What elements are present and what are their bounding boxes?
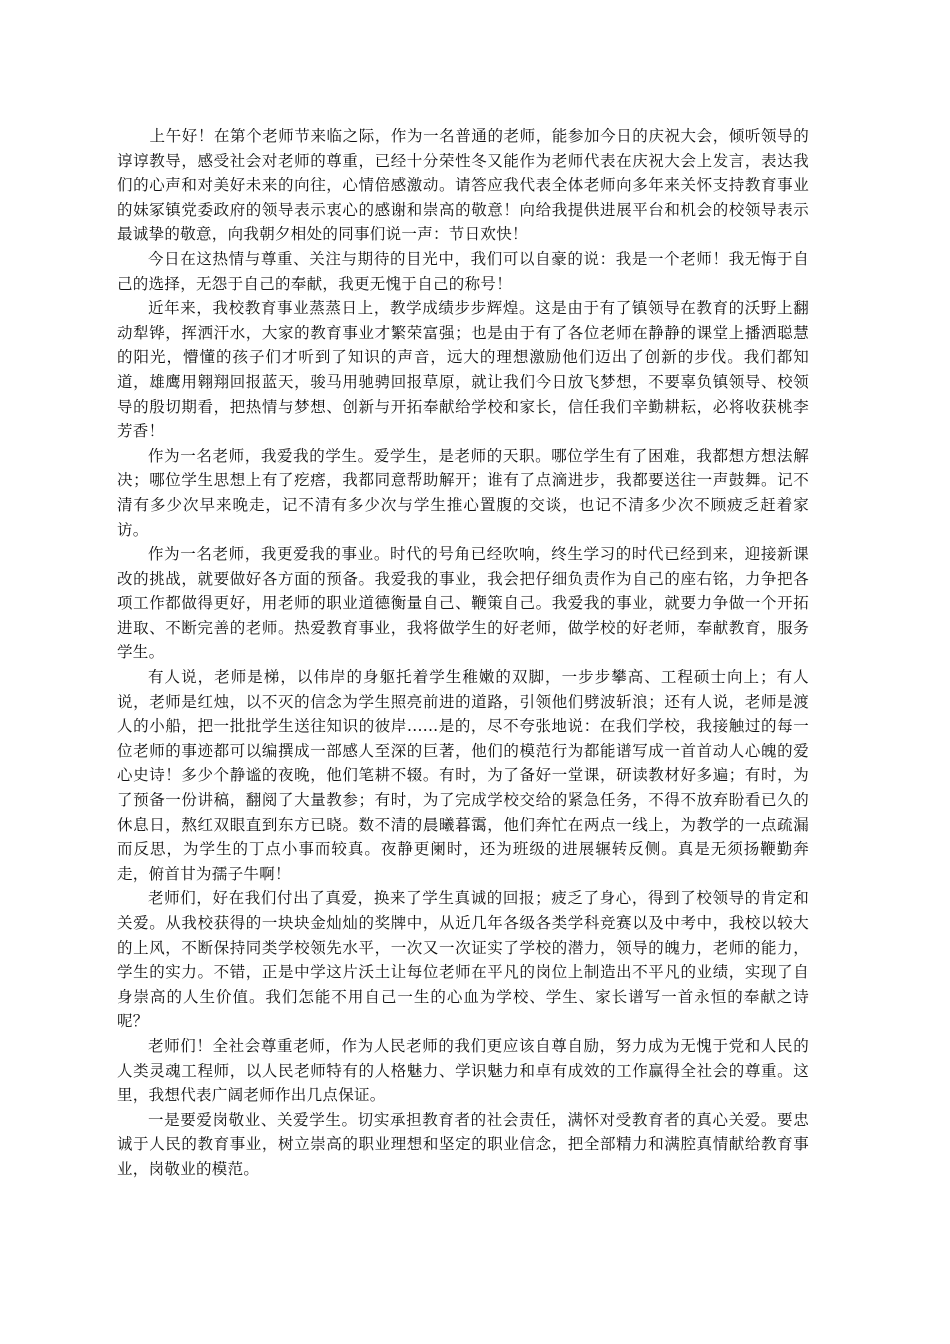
paragraph-pledge-one: 一是要爱岗敬业、关爱学生。切实承担教育者的社会责任，满怀对受教育者的真心关爱。要忠诚于人民的教育事业，树立崇高的职业理想和坚定的职业信念，把全部精力和满腔真情献给教育事业，岗敬业的模范。 [117, 1110, 809, 1178]
paragraph-teacher-metaphors: 有人说，老师是梯，以伟岸的身躯托着学生稚嫩的双脚，一步步攀高、工程硕士向上；有人说，老师是红烛，以不灭的信念为学生照亮前进的道路，引领他们劈波斩浪；还有人说，老师是渡人的小船，把一批批学生送往知识的彼岸......是的，尽不夸张地说：在我们学校，我接触过的每一位老师的事迹都可以编撰成一部感人至深的巨著，他们的模范行为都能谱写成一首首动人心魄的爱心史诗！多少个静谧的夜晚，他们笔耕不辍。有时，为了备好一堂课，研读教材好多遍；有时，为了预备一份讲稿，翻阅了大量教参；有时，为了完成学校交给的紧急任务，不得不放弃盼看已久的休息日，熬红双眼直到东方已晓。数不清的晨曦暮霭，他们奔忙在两点一线上，为教学的一点疏漏而反思，为学生的丁点小事而较真。夜静更阑时，还为班级的进展辗转反侧。真是无须扬鞭勤奔走，俯首甘为孺子牛啊！ [117, 668, 809, 883]
paragraph-pride: 今日在这热情与尊重、关注与期待的目光中，我们可以自豪的说：我是一个老师！我无悔于自己的选择，无怨于自己的奉献，我更无愧于自己的称号！ [117, 249, 809, 293]
speech-text-body [117, 124, 809, 1182]
paragraph-achievements: 近年来，我校教育事业蒸蒸日上，教学成绩步步辉煌。这是由于有了镇领导在教育的沃野上翻动犁铧，挥洒汗水，大家的教育事业才繁荣富强；也是由于有了各位老师在静静的课堂上播洒聪慧的阳光，懵懂的孩子们才听到了知识的声音，远大的理想激励他们迈出了创新的步伐。我们都知道，雄鹰用翱翔回报蓝天，骏马用驰骋回报草原，就让我们今日放飞梦想，不要辜负镇领导、校领导的殷切期看，把热情与梦想、创新与开拓奉献给学校和家长，信任我们辛勤耕耘，必将收获桃李芳香！ [117, 299, 809, 441]
paragraph-greeting: 上午好！在第个老师节来临之际，作为一名普通的老师，能参加今日的庆祝大会，倾听领导的谆谆教导，感受社会对老师的尊重，已经十分荣性冬又能作为老师代表在庆祝大会上发言，表达我们的心声和对美好未来的向往，心情倍感激动。请答应我代表全体老师向多年来关怀支持教育事业的妹冢镇党委政府的领导表示衷心的感谢和崇高的敬意！向给我提供进展平台和机会的校领导表示最诚挚的敬意，向我朝夕相处的同事们说一声：节日欢快！ [117, 127, 809, 244]
paragraph-respect: 老师们！全社会尊重老师，作为人民老师的我们更应该自尊自励，努力成为无愧于党和人民的人类灵魂工程师，以人民老师特有的人格魅力、学识魅力和卓有成效的工作赢得全社会的尊重。这里，我想代表广阔老师作出几点保证。 [117, 1036, 809, 1105]
paragraph-love-career: 作为一名老师，我更爱我的事业。时代的号角已经吹响，终生学习的时代已经到来，迎接新课改的挑战，就要做好各方面的预备。我爱我的事业，我会把仔细负责作为自己的座右铭，力争把各项工作都做得更好，用老师的职业道德衡量自己、鞭策自己。我爱我的事业，就要力争做一个开拓进取、不断完善的老师。热爱教育事业，我将做学生的好老师，做学校的好老师，奉献教育，服务学生。 [117, 545, 809, 662]
paragraph-results: 老师们，好在我们付出了真爱，换来了学生真诚的回报；疲乏了身心，得到了校领导的肯定和关爱。从我校获得的一块块金灿灿的奖牌中，从近几年各级各类学科竞赛以及中考中，我校以较大的上风，不断保持同类学校领先水平，一次又一次证实了学校的潜力，领导的魄力，老师的能力，学生的实力。不错，正是中学这片沃土让每位老师在平凡的岗位上制造出不平凡的业绩，实现了自身崇高的人生价值。我们怎能不用自己一生的心血为学校、学生、家长谱写一首永恒的奉献之诗呢？ [117, 889, 809, 1031]
paragraph-love-students: 作为一名老师，我爱我的学生。爱学生，是老师的天职。哪位学生有了困难，我都想方想法解决；哪位学生思想上有了疙瘩，我都同意帮助解开；谁有了点滴进步，我都要送往一声鼓舞。记不清有多少次早来晚走，记不清有多少次与学生推心置腹的交谈，也记不清多少次不顾疲乏赶着家访。 [117, 446, 809, 539]
